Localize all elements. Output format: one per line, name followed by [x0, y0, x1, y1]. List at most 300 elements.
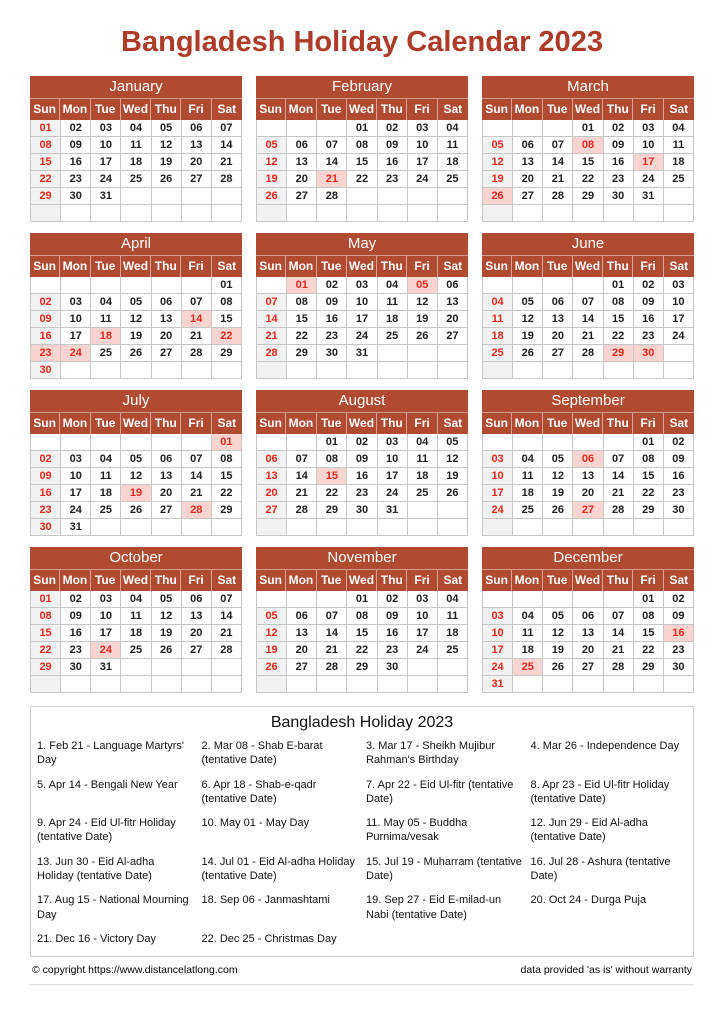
date-cell: 24	[378, 485, 408, 502]
date-cell: 30	[604, 188, 634, 205]
weekday-label: Sat	[443, 573, 463, 587]
date-cell: 11	[121, 137, 151, 154]
date-cell: 29	[212, 502, 242, 519]
empty-cell	[543, 277, 573, 294]
date-cell: 08	[212, 451, 242, 468]
weekday-header-row	[482, 98, 694, 120]
date-cell: 15	[287, 311, 317, 328]
date-cell: 20	[182, 625, 212, 642]
date-cell: 16	[31, 328, 61, 345]
weekday-label: Mon	[60, 413, 90, 434]
date-cell: 07	[212, 591, 242, 608]
weekday-label: Mon	[512, 99, 542, 120]
empty-cell	[257, 362, 287, 379]
date-cell: 02	[378, 120, 408, 137]
date-cell: 20	[543, 328, 573, 345]
holiday-date-cell: 19	[121, 485, 151, 502]
empty-cell	[664, 188, 694, 205]
date-cell: 23	[378, 171, 408, 188]
empty-cell	[91, 519, 121, 536]
empty-cell	[378, 205, 408, 222]
empty-cell	[438, 519, 468, 536]
date-cell: 18	[121, 625, 151, 642]
date-cell: 04	[91, 451, 121, 468]
weekday-header-row	[30, 98, 242, 120]
month-title: March	[482, 76, 694, 98]
date-cell: 06	[287, 608, 317, 625]
holiday-date-cell: 01	[212, 434, 242, 451]
empty-cell	[91, 205, 121, 222]
empty-cell	[664, 519, 694, 536]
date-cell: 13	[182, 137, 212, 154]
date-cell: 29	[634, 502, 664, 519]
date-cell: 16	[317, 311, 347, 328]
date-cell: 29	[317, 502, 347, 519]
empty-cell	[257, 676, 287, 693]
date-cell: 16	[378, 154, 408, 171]
date-cell: 30	[31, 519, 61, 536]
date-cell: 23	[31, 502, 61, 519]
date-cell: 02	[61, 120, 91, 137]
date-cell: 27	[287, 659, 317, 676]
date-cell: 31	[634, 188, 664, 205]
date-cell: 10	[483, 625, 513, 642]
holiday-date-cell: 24	[61, 345, 91, 362]
date-cell: 08	[317, 451, 347, 468]
date-cell: 28	[317, 659, 347, 676]
weekday-label: Mon	[60, 256, 90, 277]
date-cell: 26	[408, 328, 438, 345]
date-cell: 15	[347, 154, 377, 171]
date-cell: 23	[604, 171, 634, 188]
date-cell: 07	[182, 451, 212, 468]
date-cell: 07	[604, 608, 634, 625]
date-cell: 09	[347, 451, 377, 468]
date-cell: 17	[483, 642, 513, 659]
date-cell: 05	[152, 591, 182, 608]
date-cell: 16	[378, 625, 408, 642]
weekday-label: Wed	[121, 99, 151, 120]
empty-cell	[152, 519, 182, 536]
date-cell: 28	[287, 502, 317, 519]
month-title: July	[30, 390, 242, 412]
empty-cell	[438, 188, 468, 205]
empty-cell	[61, 277, 91, 294]
date-cell: 02	[31, 294, 61, 311]
weekday-label: Thu	[151, 413, 181, 434]
date-cell: 24	[664, 328, 694, 345]
date-cell: 22	[31, 171, 61, 188]
disclaimer-text: data provided 'as is' without warranty	[520, 964, 692, 977]
date-cell: 24	[408, 642, 438, 659]
weekday-label: Sat	[443, 102, 463, 116]
empty-cell	[378, 676, 408, 693]
month-title: February	[256, 76, 468, 98]
weekday-label: Wed	[347, 570, 377, 591]
date-cell: 26	[513, 345, 543, 362]
month-title: December	[482, 547, 694, 569]
holiday-legend-item: 16. Jul 28 - Ashura (tentative Date)	[530, 855, 671, 883]
date-cell: 23	[61, 642, 91, 659]
date-cell: 01	[347, 591, 377, 608]
weekday-label: Sun	[30, 256, 60, 277]
date-cell: 24	[91, 171, 121, 188]
empty-cell	[257, 434, 287, 451]
empty-cell	[408, 676, 438, 693]
empty-cell	[317, 205, 347, 222]
date-cell: 02	[317, 277, 347, 294]
empty-cell	[513, 205, 543, 222]
date-cell: 22	[212, 485, 242, 502]
empty-cell	[287, 205, 317, 222]
empty-cell	[408, 519, 438, 536]
empty-cell	[182, 277, 212, 294]
date-cell: 17	[347, 311, 377, 328]
weekday-label: Thu	[603, 256, 633, 277]
weekday-label: Wed	[121, 570, 151, 591]
date-cell: 28	[317, 188, 347, 205]
empty-cell	[408, 345, 438, 362]
empty-cell	[121, 362, 151, 379]
holiday-date-cell: 17	[634, 154, 664, 171]
date-cell: 06	[152, 294, 182, 311]
date-cell: 13	[287, 625, 317, 642]
date-cell: 01	[634, 591, 664, 608]
empty-cell	[483, 519, 513, 536]
date-cell: 05	[121, 294, 151, 311]
date-cell: 28	[604, 659, 634, 676]
month-october	[30, 547, 242, 693]
date-cell: 02	[634, 277, 664, 294]
date-cell: 21	[573, 328, 603, 345]
weekday-label: Sun	[256, 256, 286, 277]
date-cell: 07	[543, 137, 573, 154]
weekday-label: Sat	[669, 416, 689, 430]
date-cell: 30	[664, 659, 694, 676]
date-cell: 07	[212, 120, 242, 137]
date-cell: 13	[513, 154, 543, 171]
date-cell: 24	[483, 502, 513, 519]
date-cell: 21	[182, 485, 212, 502]
month-title: April	[30, 233, 242, 255]
holiday-date-cell: 26	[483, 188, 513, 205]
empty-cell	[408, 659, 438, 676]
date-cell: 14	[257, 311, 287, 328]
date-cell: 31	[61, 519, 91, 536]
weekday-label: Mon	[286, 570, 316, 591]
date-cell: 22	[347, 171, 377, 188]
date-cell: 25	[121, 642, 151, 659]
empty-cell	[287, 434, 317, 451]
weekday-label: Wed	[121, 413, 151, 434]
weekday-label: Sun	[256, 413, 286, 434]
holiday-date-cell: 24	[91, 642, 121, 659]
date-cell: 08	[604, 294, 634, 311]
date-cell: 17	[91, 625, 121, 642]
date-cell: 04	[483, 294, 513, 311]
weekday-label: Sun	[482, 99, 512, 120]
weekday-label: Sun	[256, 99, 286, 120]
empty-cell	[121, 676, 151, 693]
weekday-label: Fri	[181, 256, 211, 277]
weekday-label: Fri	[181, 99, 211, 120]
date-cell: 18	[121, 154, 151, 171]
date-cell: 14	[604, 625, 634, 642]
date-cell: 25	[91, 502, 121, 519]
date-cell: 08	[634, 608, 664, 625]
date-cell: 22	[634, 642, 664, 659]
date-cell: 22	[634, 485, 664, 502]
empty-cell	[664, 205, 694, 222]
date-cell: 29	[212, 345, 242, 362]
date-cell: 31	[347, 345, 377, 362]
empty-cell	[317, 519, 347, 536]
dates-grid	[256, 434, 468, 536]
date-cell: 16	[31, 485, 61, 502]
date-cell: 22	[317, 485, 347, 502]
date-cell: 13	[152, 468, 182, 485]
date-cell: 14	[604, 468, 634, 485]
empty-cell	[604, 434, 634, 451]
weekday-header-row	[30, 255, 242, 277]
weekday-label: Sun	[256, 570, 286, 591]
weekday-label: Thu	[377, 99, 407, 120]
date-cell: 03	[664, 277, 694, 294]
holiday-legend-item: 8. Apr 23 - Eid Ul-fitr Holiday (tentative Date)	[530, 778, 670, 805]
date-cell: 02	[61, 591, 91, 608]
empty-cell	[634, 676, 664, 693]
empty-cell	[347, 362, 377, 379]
empty-cell	[573, 277, 603, 294]
weekday-label: Thu	[603, 99, 633, 120]
date-cell: 05	[543, 451, 573, 468]
date-cell: 16	[634, 311, 664, 328]
weekday-label: Thu	[377, 256, 407, 277]
date-cell: 03	[91, 591, 121, 608]
weekday-label: Mon	[60, 99, 90, 120]
date-cell: 10	[91, 608, 121, 625]
date-cell: 09	[664, 451, 694, 468]
empty-cell	[408, 362, 438, 379]
date-cell: 10	[408, 608, 438, 625]
date-cell: 19	[438, 468, 468, 485]
empty-cell	[121, 434, 151, 451]
date-cell: 21	[317, 642, 347, 659]
weekday-header-row	[482, 412, 694, 434]
empty-cell	[257, 277, 287, 294]
empty-cell	[317, 676, 347, 693]
empty-cell	[152, 362, 182, 379]
date-cell: 05	[543, 608, 573, 625]
date-cell: 06	[513, 137, 543, 154]
date-cell: 30	[31, 362, 61, 379]
weekday-label: Sun	[30, 570, 60, 591]
date-cell: 25	[121, 171, 151, 188]
weekday-label: Tue	[317, 256, 347, 277]
date-cell: 18	[513, 642, 543, 659]
date-cell: 01	[317, 434, 347, 451]
date-cell: 13	[287, 154, 317, 171]
weekday-label: Tue	[91, 570, 121, 591]
dates-grid	[30, 591, 242, 693]
date-cell: 03	[408, 120, 438, 137]
holiday-date-cell: 01	[287, 277, 317, 294]
date-cell: 25	[664, 171, 694, 188]
holiday-legend-item: 19. Sep 27 - Eid E-milad-un Nabi (tentative Date)	[366, 894, 502, 921]
date-cell: 18	[483, 328, 513, 345]
weekday-label: Fri	[181, 413, 211, 434]
date-cell: 22	[573, 171, 603, 188]
date-cell: 21	[604, 485, 634, 502]
date-cell: 15	[31, 154, 61, 171]
dates-grid	[482, 591, 694, 693]
holiday-date-cell: 05	[408, 277, 438, 294]
date-cell: 04	[378, 277, 408, 294]
month-april	[30, 233, 242, 379]
date-cell: 13	[438, 294, 468, 311]
date-cell: 20	[152, 485, 182, 502]
date-cell: 18	[438, 625, 468, 642]
date-cell: 26	[257, 188, 287, 205]
empty-cell	[182, 205, 212, 222]
holiday-legend-item: 11. May 05 - Buddha Purnima/vesak	[366, 817, 468, 844]
date-cell: 07	[604, 451, 634, 468]
date-cell: 18	[408, 468, 438, 485]
date-cell: 16	[664, 468, 694, 485]
date-cell: 29	[31, 659, 61, 676]
date-cell: 17	[91, 154, 121, 171]
date-cell: 30	[664, 502, 694, 519]
date-cell: 18	[513, 485, 543, 502]
date-cell: 25	[483, 345, 513, 362]
date-cell: 02	[664, 434, 694, 451]
date-cell: 24	[61, 502, 91, 519]
date-cell: 10	[634, 137, 664, 154]
date-cell: 13	[573, 625, 603, 642]
weekday-label: Wed	[347, 413, 377, 434]
empty-cell	[573, 362, 603, 379]
holiday-date-cell: 18	[91, 328, 121, 345]
empty-cell	[347, 205, 377, 222]
date-cell: 26	[543, 502, 573, 519]
empty-cell	[287, 362, 317, 379]
date-cell: 07	[287, 451, 317, 468]
holiday-legend-item: 21. Dec 16 - Victory Day	[37, 932, 157, 945]
empty-cell	[257, 120, 287, 137]
weekday-label: Sun	[482, 413, 512, 434]
date-cell: 13	[182, 608, 212, 625]
empty-cell	[664, 676, 694, 693]
empty-cell	[182, 676, 212, 693]
empty-cell	[573, 434, 603, 451]
date-cell: 24	[483, 659, 513, 676]
empty-cell	[573, 591, 603, 608]
date-cell: 16	[347, 468, 377, 485]
date-cell: 22	[31, 642, 61, 659]
date-cell: 24	[347, 328, 377, 345]
date-cell: 20	[152, 328, 182, 345]
empty-cell	[483, 434, 513, 451]
empty-cell	[287, 519, 317, 536]
date-cell: 28	[182, 345, 212, 362]
date-cell: 06	[287, 137, 317, 154]
empty-cell	[212, 676, 242, 693]
empty-cell	[287, 591, 317, 608]
date-cell: 29	[347, 659, 377, 676]
empty-cell	[212, 188, 242, 205]
dates-grid	[256, 120, 468, 222]
calendar-grid	[30, 76, 694, 693]
weekday-label: Sat	[669, 573, 689, 587]
holiday-date-cell: 30	[634, 345, 664, 362]
date-cell: 12	[121, 311, 151, 328]
empty-cell	[604, 205, 634, 222]
empty-cell	[573, 519, 603, 536]
date-cell: 05	[121, 451, 151, 468]
holiday-legend-item: 5. Apr 14 - Bengali New Year	[37, 778, 178, 791]
date-cell: 06	[543, 294, 573, 311]
date-cell: 12	[543, 625, 573, 642]
date-cell: 08	[31, 137, 61, 154]
empty-cell	[438, 676, 468, 693]
empty-cell	[317, 362, 347, 379]
holiday-date-cell: 22	[212, 328, 242, 345]
empty-cell	[483, 591, 513, 608]
legend-list	[37, 739, 687, 946]
date-cell: 16	[604, 154, 634, 171]
dates-grid	[482, 120, 694, 222]
date-cell: 15	[212, 468, 242, 485]
date-cell: 17	[61, 485, 91, 502]
date-cell: 12	[513, 311, 543, 328]
holiday-legend-item: 6. Apr 18 - Shab-e-qadr (tentative Date)	[201, 778, 317, 805]
month-title: August	[256, 390, 468, 412]
empty-cell	[257, 519, 287, 536]
date-cell: 02	[347, 434, 377, 451]
date-cell: 29	[573, 188, 603, 205]
date-cell: 14	[182, 468, 212, 485]
date-cell: 30	[61, 188, 91, 205]
weekday-label: Wed	[573, 570, 603, 591]
date-cell: 05	[483, 137, 513, 154]
empty-cell	[483, 205, 513, 222]
date-cell: 27	[573, 659, 603, 676]
date-cell: 25	[438, 171, 468, 188]
empty-cell	[483, 362, 513, 379]
holiday-legend-item: 12. Jun 29 - Eid Al-adha (tentative Date)	[530, 817, 648, 844]
month-december	[482, 547, 694, 693]
date-cell: 31	[378, 502, 408, 519]
weekday-label: Sun	[30, 413, 60, 434]
dates-grid	[30, 277, 242, 379]
month-title: June	[482, 233, 694, 255]
date-cell: 10	[664, 294, 694, 311]
holiday-date-cell: 28	[182, 502, 212, 519]
footer	[30, 957, 694, 985]
weekday-header-row	[482, 569, 694, 591]
empty-cell	[513, 676, 543, 693]
date-cell: 15	[634, 468, 664, 485]
date-cell: 09	[61, 608, 91, 625]
holiday-date-cell: 23	[31, 345, 61, 362]
weekday-label: Tue	[317, 570, 347, 591]
weekday-label: Fri	[633, 99, 663, 120]
weekday-label: Mon	[286, 99, 316, 120]
date-cell: 08	[212, 294, 242, 311]
date-cell: 26	[152, 171, 182, 188]
empty-cell	[317, 120, 347, 137]
date-cell: 14	[212, 608, 242, 625]
